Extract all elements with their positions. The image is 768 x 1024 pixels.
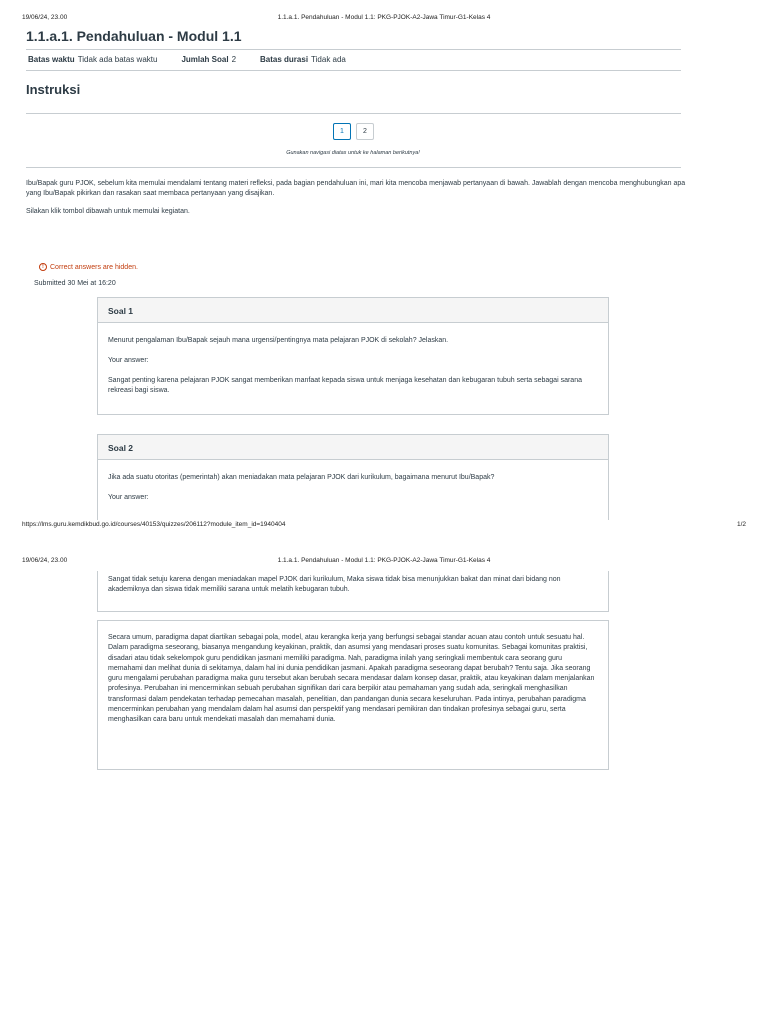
question-card xyxy=(97,297,609,415)
question-count-value: 2 xyxy=(231,55,237,64)
correct-answers-text: Correct answers are hidden. xyxy=(50,263,138,271)
answer-label: Your answer: xyxy=(108,357,149,364)
question-count-label: Jumlah Soal xyxy=(181,55,229,64)
print-footer xyxy=(22,521,746,531)
pagination xyxy=(333,123,374,140)
page-title: 1.1.a.1. Pendahuluan - Modul 1.1 xyxy=(26,28,242,44)
question-body xyxy=(98,323,608,396)
print-url: https://lms.guru.kemdikbud.go.id/courses/40153/quizzes/206112?module_item_id=1940404 xyxy=(22,521,286,528)
question-title: Soal 2 xyxy=(98,435,608,460)
divider xyxy=(26,49,681,50)
intro-instruction: Silakan klik tombol dibawah untuk memulai kegiatan. xyxy=(26,208,190,215)
time-limit-label: Batas waktu xyxy=(28,55,75,64)
intro-paragraph: Ibu/Bapak guru PJOK, sebelum kita memulai mendalami tentang materi refleksi, pada bagian pendahuluan ini, mari kita mencoba menjawab pertanyaan di bawah. Jawablah dengan mencoba menghubungkan apa yang Ibu/Bapak pikirkan dan rasakan saat membaca pertanyaan yang disajikan. xyxy=(26,180,686,197)
print-title: 1.1.a.1. Pendahuluan - Modul 1.1: PKG-PJOK-A2-Jawa Timur-G1-Kelas 4 xyxy=(277,557,491,564)
page-button-2[interactable]: 2 xyxy=(356,123,374,140)
question-title: Soal 1 xyxy=(98,298,608,323)
answer-continuation xyxy=(97,571,609,612)
print-page-number: 1/2 xyxy=(736,521,746,528)
duration-value: Tidak ada xyxy=(311,55,346,64)
closing-text-card xyxy=(97,620,609,770)
closing-text: Secara umum, paradigma dapat diartikan sebagai pola, model, atau kerangka kerja yang berfungsi sebagai standar acuan atau contoh untuk sesuatu hal. Dalam paradigma seseorang, biasanya mengandung keyakinan, praktik, dan asumsi yang mendasari proses suatu komunitas. Sebagai komunitas praktisi, disadari atau tidak sekelompok guru pendidikan jasmani memiliki paradigma. Nah, paradigma inilah yang seringkali membentuk cara seorang guru memahami dan melihat dunia di sekitarnya, dalam hal ini dunia pendidikan jasmani. Apakah paradigma seseorang dapat berubah? Tentu saja. Jika seorang guru mengalami perubahan paradigma maka guru tersebut akan berubah secara mendasar dalam konsep dasar, praktik, atau keyakinan dalam menjalankan profesinya. Perubahan ini mencerminkan sebuah perubahan signifikan dari cara berpikir atau pemahaman yang sudah ada, seringkali menghasilkan transformasi dalam pendekatan terhadap pemecahan masalah, penelitian, dan pandangan dunia secara keseluruhan. Pada intinya, perubahan paradigma mencerminkan perubahan yang mendalam dalam hal asumsi dan perspektif yang mendasari pemikiran dan tindakan profesinya sebagai guru, serta menghasilkan cara baru untuk mendekati masalah dan memahami dunia. xyxy=(108,634,595,724)
print-date: 19/06/24, 23.00 xyxy=(22,557,68,564)
divider xyxy=(26,167,681,168)
correct-answers-notice xyxy=(39,263,138,271)
print-header xyxy=(22,14,746,24)
print-title: 1.1.a.1. Pendahuluan - Modul 1.1: PKG-PJOK-A2-Jawa Timur-G1-Kelas 4 xyxy=(277,14,491,21)
duration-label: Batas durasi xyxy=(260,55,309,64)
page-button-1[interactable]: 1 xyxy=(333,123,351,140)
time-limit xyxy=(28,55,157,64)
divider xyxy=(26,70,681,71)
divider xyxy=(26,113,681,114)
question-card xyxy=(97,434,609,520)
question-text: Jika ada suatu otoritas (pemerintah) akan meniadakan mata pelajaran PJOK dari kurikulum, bagaimana menurut Ibu/Bapak? xyxy=(108,474,495,481)
answer-text: Sangat penting karena pelajaran PJOK sangat memberikan manfaat kepada siswa untuk menjaga kesehatan dan kebugaran tubuh serta sebagai sarana rekreasi bagi siswa. xyxy=(108,377,582,394)
submitted-time: Submitted 30 Mei at 16:20 xyxy=(34,280,116,287)
duration xyxy=(260,55,346,64)
pagination-hint: Gunakan navigasi diatas untuk ke halaman berikutnya! xyxy=(286,150,420,156)
quiz-meta xyxy=(28,55,346,64)
print-header xyxy=(22,557,746,567)
info-icon: ! xyxy=(39,263,47,271)
question-body xyxy=(98,460,608,503)
question-text: Menurut pengalaman Ibu/Bapak sejauh mana urgensi/pentingnya mata pelajaran PJOK di sekolah? Jelaskan. xyxy=(108,337,449,344)
print-date: 19/06/24, 23.00 xyxy=(22,14,68,21)
time-limit-value: Tidak ada batas waktu xyxy=(77,55,158,64)
answer-text: Sangat tidak setuju karena dengan meniadakan mapel PJOK dari kurikulum, Maka siswa tidak bisa menunjukkan bakat dan minat dari bidang non akademiknya dan siswa tidak memiliki sarana untuk melatih kebugaran tubuh. xyxy=(108,576,561,593)
question-count xyxy=(181,55,236,64)
answer-label: Your answer: xyxy=(108,494,149,501)
section-title: Instruksi xyxy=(26,82,81,97)
